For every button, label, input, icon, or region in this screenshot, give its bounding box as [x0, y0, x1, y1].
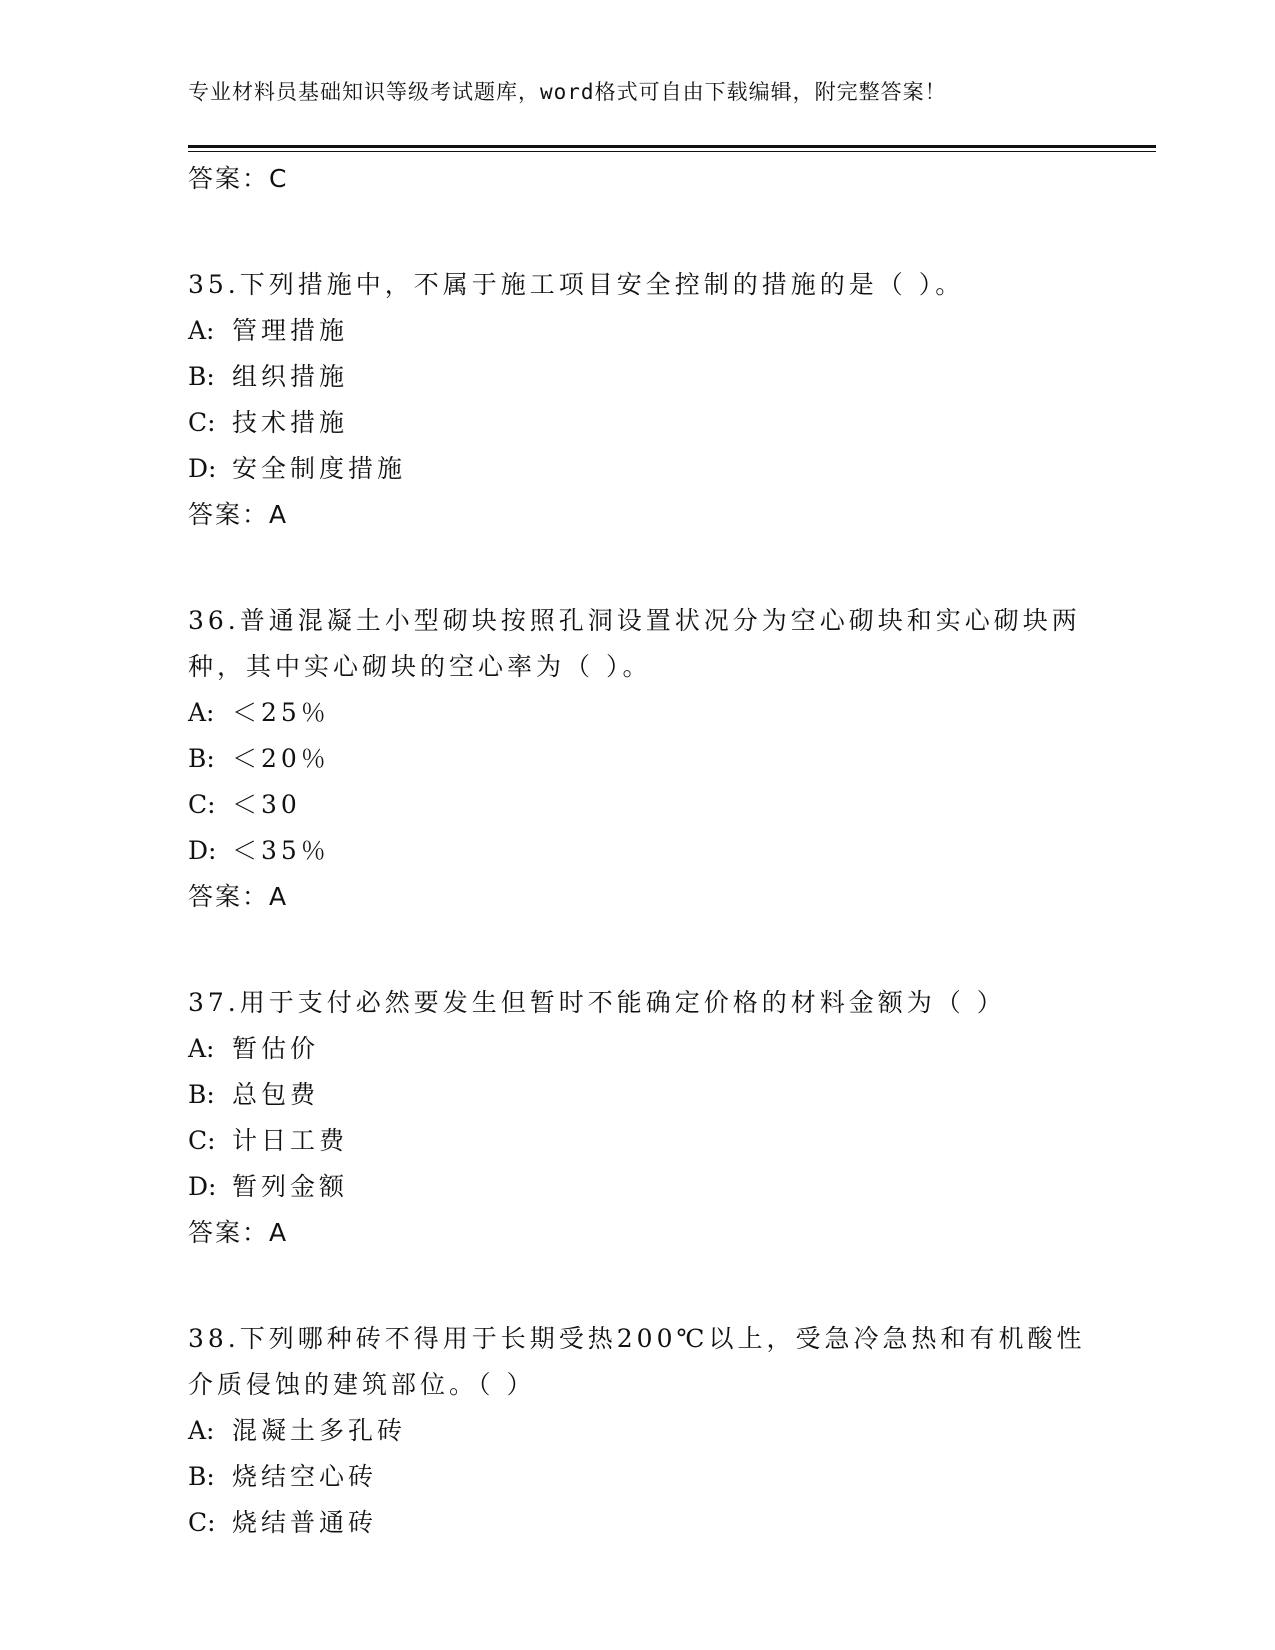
option-a — [188, 1026, 1088, 1072]
option-key: B: — [188, 1080, 215, 1109]
option-text: ＜20％ — [232, 744, 330, 773]
page-header: 专业材料员基础知识等级考试题库，word格式可自由下载编辑，附完整答案！ — [188, 80, 947, 104]
question-text: 38.下列哪种砖不得用于长期受热200℃以上，受急冷急热和有机酸性 — [188, 1324, 1086, 1353]
option-key: D: — [188, 1172, 217, 1201]
header-rule-thin — [188, 151, 1156, 152]
option-d — [188, 1164, 1088, 1210]
question-text-continued: 种，其中实心砌块的空心率为（ ）。 — [188, 652, 652, 681]
option-key: C: — [188, 1126, 216, 1155]
option-text: 管理措施 — [232, 316, 349, 345]
header-rule-thick — [188, 145, 1156, 148]
option-key: D: — [188, 454, 217, 483]
option-a — [188, 1408, 1088, 1454]
option-c — [188, 1500, 1088, 1546]
option-a — [188, 308, 1088, 354]
question-block — [188, 980, 1088, 1256]
option-d — [188, 446, 1088, 492]
option-key: B: — [188, 1462, 215, 1491]
option-c — [188, 400, 1088, 446]
option-text: 技术措施 — [232, 408, 349, 437]
option-key: C: — [188, 408, 216, 437]
option-text: 安全制度措施 — [232, 454, 407, 483]
question-list — [188, 156, 1088, 1546]
option-text: 暂列金额 — [232, 1172, 349, 1201]
option-c — [188, 782, 1088, 828]
question-text-continued: 介质侵蚀的建筑部位。（ ） — [188, 1370, 536, 1399]
option-text: 组织措施 — [232, 362, 349, 391]
option-text: ＜30 — [232, 790, 301, 819]
option-text: 总包费 — [232, 1080, 320, 1109]
option-key: B: — [188, 362, 215, 391]
option-text: ＜25％ — [232, 698, 330, 727]
option-b — [188, 736, 1088, 782]
option-key: B: — [188, 744, 215, 773]
question-text: 36.普通混凝土小型砌块按照孔洞设置状况分为空心砌块和实心砌块两 — [188, 606, 1081, 635]
answer-line: 答案：A — [188, 882, 289, 911]
option-key: A: — [188, 316, 215, 345]
option-b — [188, 1072, 1088, 1118]
option-text: 计日工费 — [232, 1126, 349, 1155]
option-b — [188, 1454, 1088, 1500]
option-key: A: — [188, 1034, 215, 1063]
question-block — [188, 1316, 1088, 1546]
option-key: C: — [188, 1508, 216, 1537]
answer-line: 答案：C — [188, 164, 289, 193]
question-block — [188, 262, 1088, 538]
option-text: 烧结空心砖 — [232, 1462, 378, 1491]
option-text: 暂估价 — [232, 1034, 320, 1063]
answer-line: 答案：A — [188, 1218, 289, 1247]
option-a — [188, 690, 1088, 736]
option-d — [188, 828, 1088, 874]
option-text: 混凝土多孔砖 — [232, 1416, 407, 1445]
option-c — [188, 1118, 1088, 1164]
option-key: A: — [188, 1416, 215, 1445]
question-block — [188, 598, 1088, 920]
option-key: A: — [188, 698, 215, 727]
option-text: ＜35％ — [232, 836, 330, 865]
question-text: 37.用于支付必然要发生但暂时不能确定价格的材料金额为（ ） — [188, 988, 1006, 1017]
option-b — [188, 354, 1088, 400]
answer-line: 答案：A — [188, 500, 289, 529]
question-text: 35.下列措施中，不属于施工项目安全控制的措施的是（ ）。 — [188, 270, 965, 299]
option-key: D: — [188, 836, 217, 865]
option-text: 烧结普通砖 — [232, 1508, 378, 1537]
option-key: C: — [188, 790, 216, 819]
